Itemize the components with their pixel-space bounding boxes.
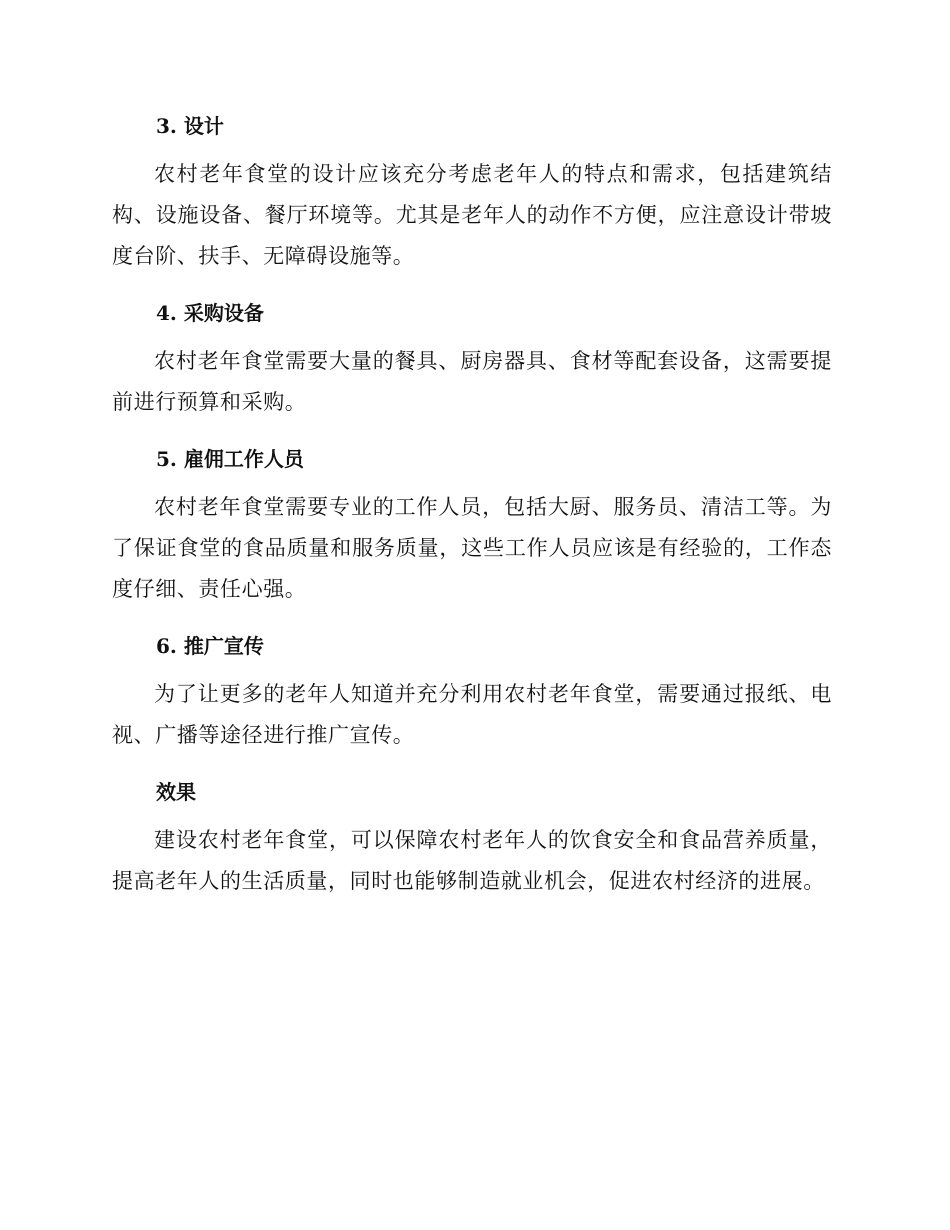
document-page	[112, 106, 832, 918]
section-heading: 效果	[156, 780, 196, 804]
section-heading: 3. 设计	[156, 114, 224, 138]
section-paragraph: 农村老年食堂需要专业的工作人员，包括大厨、服务员、清洁工等。为了保证食堂的食品质量和服务质量，这些工作人员应该是有经验的，工作态度仔细、责任心强。	[112, 495, 832, 601]
section-purchase-equipment	[112, 293, 832, 423]
section-paragraph: 为了让更多的老年人知道并充分利用农村老年食堂，需要通过报纸、电视、广播等途径进行推广宣传。	[112, 682, 832, 747]
section-heading: 6. 推广宣传	[156, 634, 264, 658]
section-heading: 4. 采购设备	[156, 301, 264, 325]
section-design	[112, 106, 832, 277]
section-paragraph: 农村老年食堂需要大量的餐具、厨房器具、食材等配套设备，这需要提前进行预算和采购。	[112, 349, 832, 414]
section-hire-staff	[112, 439, 832, 610]
section-paragraph: 农村老年食堂的设计应该充分考虑老年人的特点和需求，包括建筑结构、设施设备、餐厅环境等。尤其是老年人的动作不方便，应注意设计带坡度台阶、扶手、无障碍设施等。	[112, 162, 832, 268]
section-promotion	[112, 626, 832, 756]
section-paragraph: 建设农村老年食堂，可以保障农村老年人的饮食安全和食品营养质量，提高老年人的生活质量，同时也能够制造就业机会，促进农村经济的进展。	[112, 828, 832, 893]
section-heading: 5. 雇佣工作人员	[156, 447, 304, 471]
section-effect	[112, 772, 832, 902]
